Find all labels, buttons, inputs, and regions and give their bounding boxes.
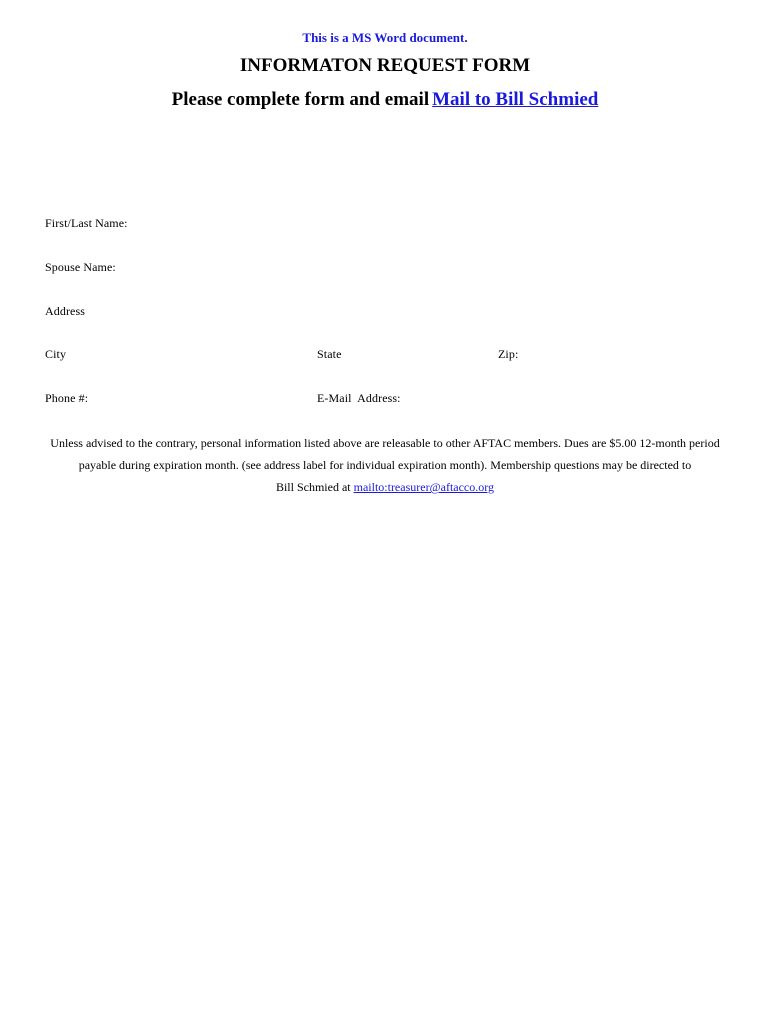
instruction-line — [0, 89, 770, 111]
footer-notice — [40, 432, 730, 498]
spouse-name-label: Spouse Name: — [45, 260, 116, 274]
city-label: City — [45, 347, 67, 361]
form-title: INFORMATON REQUEST FORM — [239, 55, 531, 76]
treasurer-email-link[interactable]: mailto:treasurer@aftacco.org — [353, 480, 495, 494]
zip-label: Zip: — [498, 347, 519, 361]
phone-label: Phone #: — [45, 391, 89, 405]
email-address-label: E-Mail Address: — [317, 391, 401, 405]
footer-contact-prefix: Bill Schmied at — [275, 480, 354, 494]
instruction-text: Please complete form and email — [171, 89, 430, 110]
first-last-name-label: First/Last Name: — [45, 216, 128, 230]
address-label: Address — [45, 304, 86, 318]
footer-contact-line — [40, 476, 730, 498]
email-link[interactable]: Mail to Bill Schmied — [432, 89, 599, 110]
document-notice: This is a MS Word document. — [302, 30, 468, 45]
footer-body-text: Unless advised to the contrary, personal information listed above are releasable to other AFTAC members. Dues are $5.00 12-month period payable during expiration month. (see address label for individual expiration month). Membership questions may be directed to — [50, 436, 720, 472]
state-label: State — [317, 347, 342, 361]
